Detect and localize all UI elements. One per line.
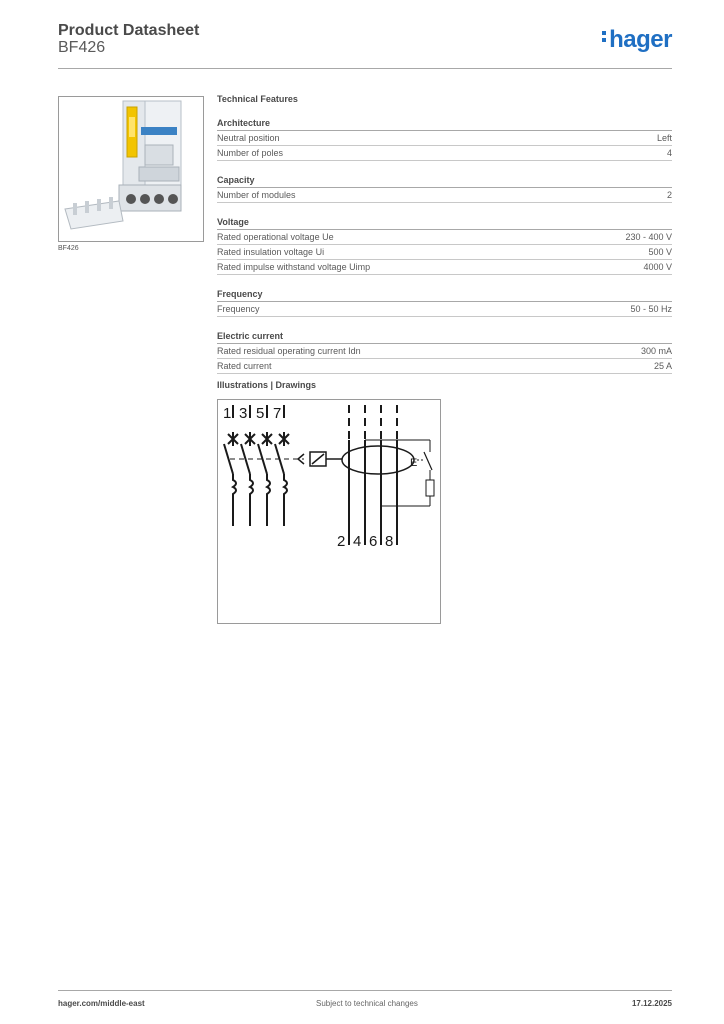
- spec-group-voltage: [217, 216, 672, 275]
- spec-row: [217, 359, 672, 374]
- spec-value: 4: [666, 148, 672, 158]
- page-footer: [58, 990, 672, 1011]
- spec-label: Neutral position: [217, 133, 280, 143]
- spec-label: Frequency: [217, 304, 260, 314]
- spec-value: 500 V: [648, 247, 672, 257]
- footer-notice: Subject to technical changes: [316, 999, 418, 1008]
- photo-caption: BF426: [58, 245, 79, 252]
- terminal-1: 1: [223, 405, 232, 422]
- spec-value: Left: [656, 133, 672, 143]
- spec-group-electric-current: [217, 330, 672, 374]
- spec-group-architecture: [217, 117, 672, 161]
- spec-row: [217, 230, 672, 245]
- spec-value: 300 mA: [640, 346, 672, 356]
- terminal-6: 6: [369, 533, 378, 550]
- terminal-3: 3: [239, 405, 248, 422]
- spec-label: Number of modules: [217, 190, 296, 200]
- spec-value: 25 A: [653, 361, 672, 371]
- spec-group-title: Capacity: [217, 174, 672, 188]
- spec-label: Rated insulation voltage Ui: [217, 247, 325, 257]
- product-image-icon: [59, 97, 203, 241]
- page-header: [58, 20, 672, 69]
- terminal-2: 2: [337, 533, 346, 550]
- spec-label: Rated operational voltage Ue: [217, 232, 334, 242]
- spec-row: [217, 302, 672, 317]
- product-code: BF426: [58, 39, 106, 56]
- spec-label: Rated impulse withstand voltage Uimp: [217, 262, 371, 272]
- spec-label: Number of poles: [217, 148, 284, 158]
- spec-row: [217, 245, 672, 260]
- wiring-diagram-icon: [218, 400, 440, 623]
- spec-row: [217, 188, 672, 203]
- terminal-7: 7: [273, 405, 282, 422]
- brand-name: hager: [609, 26, 672, 53]
- spec-group-title: Architecture: [217, 117, 672, 131]
- spec-value: 4000 V: [643, 262, 672, 272]
- document-title: Product Datasheet: [58, 22, 200, 39]
- spec-row: [217, 260, 672, 275]
- spec-group-title: Frequency: [217, 288, 672, 302]
- spec-value: 2: [666, 190, 672, 200]
- spec-row: [217, 344, 672, 359]
- footer-website[interactable]: hager.com/middle-east: [58, 999, 145, 1008]
- spec-row: [217, 131, 672, 146]
- test-button-label: E: [410, 457, 418, 469]
- wiring-diagram: [217, 399, 441, 624]
- spec-value: 230 - 400 V: [625, 232, 672, 242]
- terminal-8: 8: [385, 533, 394, 550]
- spec-label: Rated current: [217, 361, 272, 371]
- spec-group-capacity: [217, 174, 672, 203]
- footer-date: 17.12.2025: [631, 999, 672, 1008]
- technical-features: [217, 94, 672, 374]
- spec-label: Rated residual operating current Idn: [217, 346, 361, 356]
- product-photo: [58, 96, 204, 242]
- brand-logo: [602, 26, 672, 54]
- spec-group-frequency: [217, 288, 672, 317]
- spec-row: [217, 146, 672, 161]
- terminal-4: 4: [353, 533, 362, 550]
- spec-group-title: Electric current: [217, 330, 672, 344]
- spec-value: 50 - 50 Hz: [630, 304, 672, 314]
- logo-dots-icon: [602, 28, 607, 45]
- spec-group-title: Voltage: [217, 216, 672, 230]
- technical-features-title: Technical Features: [217, 94, 298, 104]
- terminal-5: 5: [256, 405, 265, 422]
- illustrations-title: Illustrations | Drawings: [217, 380, 317, 390]
